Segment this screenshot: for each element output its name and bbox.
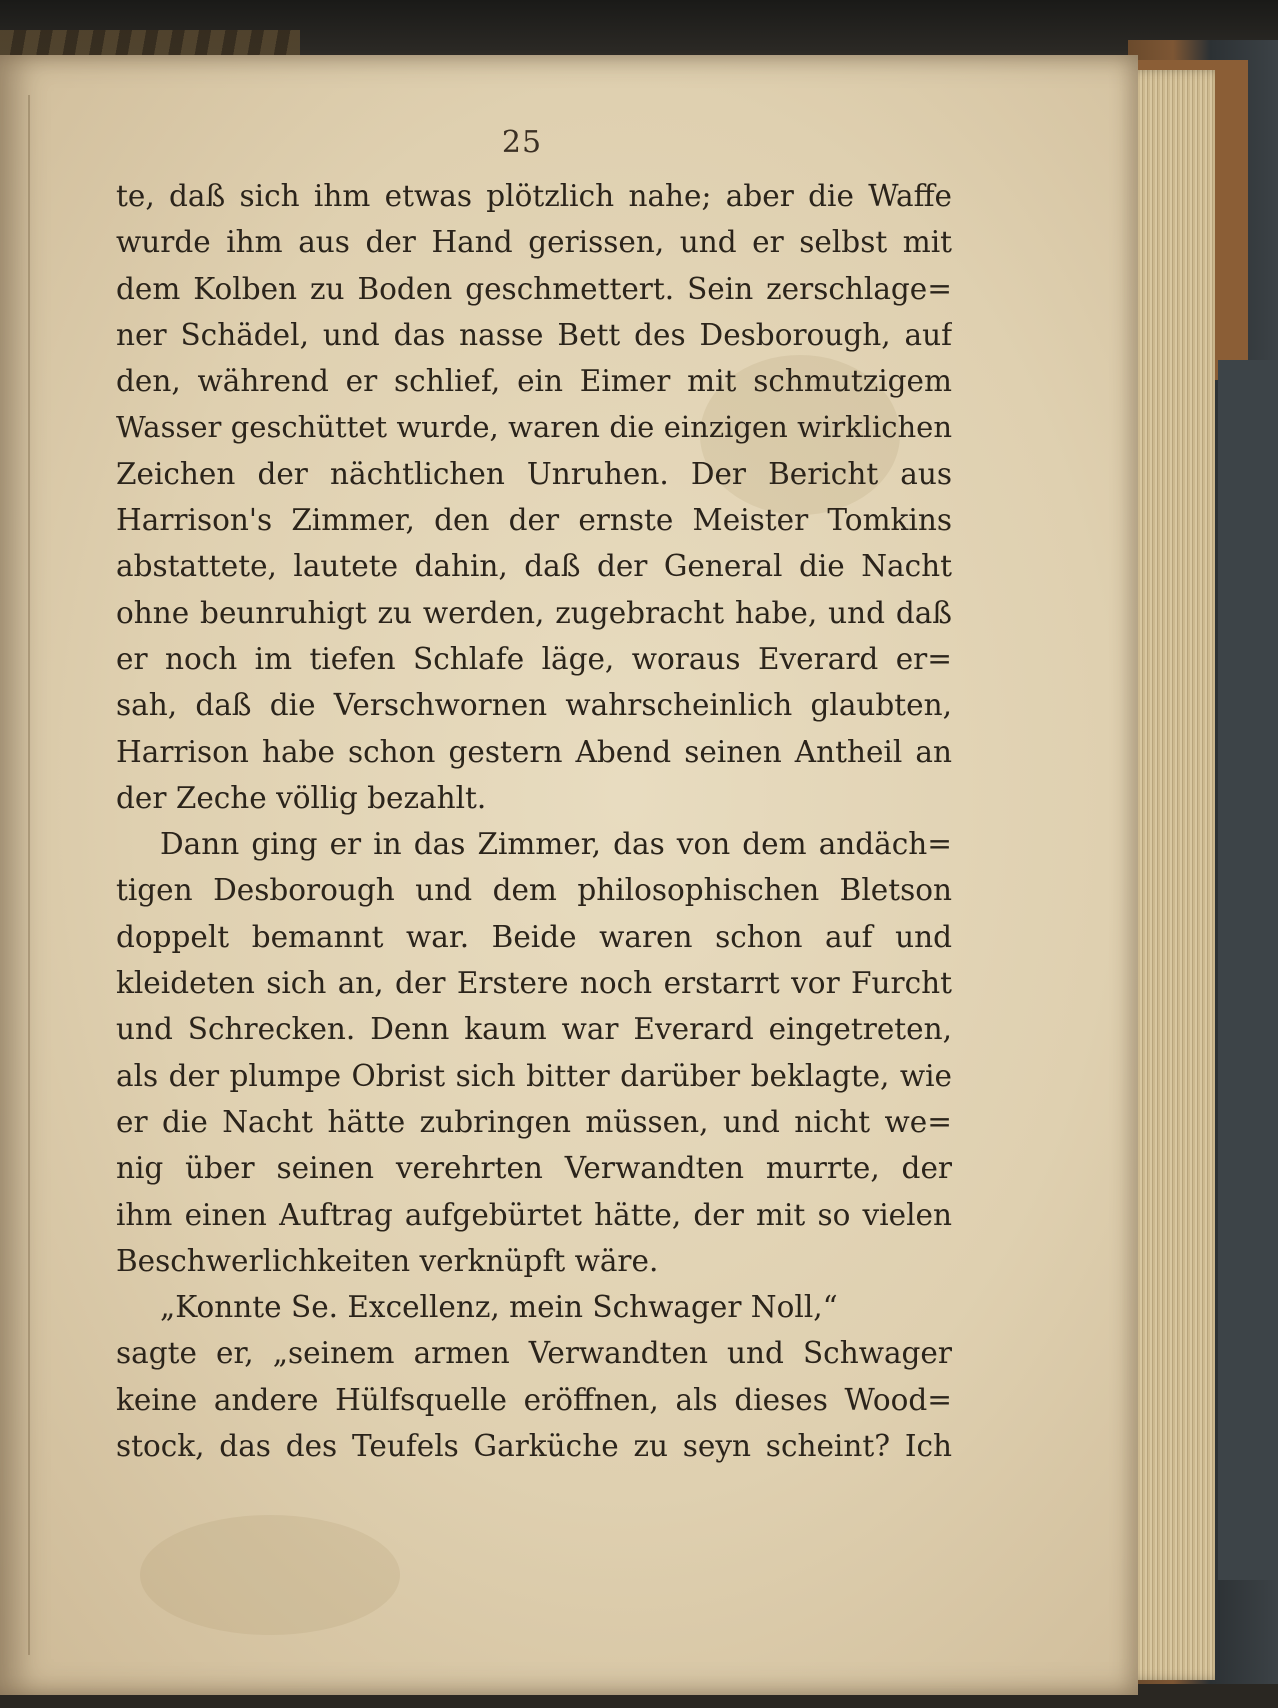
text-line: Beschwerlichkeiten verknüpft wäre.: [116, 1243, 659, 1278]
text-line: Dann ging er in das Zimmer, das von dem andäch=: [160, 827, 952, 862]
text-line: nig über seinen verehrten Verwandten murrte, der: [116, 1151, 952, 1186]
text-line: Harrison's Zimmer, den der ernste Meister Tomkins: [116, 503, 952, 538]
text-line: tigen Desborough und dem philosophischen Bletson: [116, 873, 952, 908]
text-line: wurde ihm aus der Hand gerissen, und er selbst mit: [116, 225, 952, 260]
text-line: dem Kolben zu Boden geschmettert. Sein zerschlage=: [116, 271, 952, 306]
page-number: 25: [501, 125, 543, 160]
text-line: und Schrecken. Denn kaum war Everard eingetreten,: [116, 1012, 952, 1047]
body-text: [116, 173, 952, 1469]
text-line: ner Schädel, und das nasse Bett des Desborough, auf: [116, 317, 952, 352]
book-page: [0, 55, 1138, 1695]
text-line: er noch im tiefen Schlafe läge, woraus Everard er=: [116, 641, 952, 676]
text-line: den, während er schlief, ein Eimer mit schmutzigem: [116, 364, 952, 399]
text-line: als der plumpe Obrist sich bitter darüber beklagte, wie: [116, 1058, 952, 1093]
text-line: der Zeche völlig bezahlt.: [116, 780, 487, 815]
text-line: Zeichen der nächtlichen Unruhen. Der Bericht aus: [116, 456, 952, 491]
text-line: „Konnte Se. Excellenz, mein Schwager Noll,“: [160, 1290, 838, 1325]
text-line: sagte er, „seinem armen Verwandten und Schwager: [116, 1336, 952, 1371]
text-line: doppelt bemannt war. Beide waren schon auf und: [116, 919, 952, 954]
text-line: kleideten sich an, der Erstere noch erstarrt vor Furcht: [116, 966, 952, 1001]
text-line: ihm einen Auftrag aufgebürtet hätte, der mit so vielen: [116, 1197, 952, 1232]
text-line: Wasser geschüttet wurde, waren die einzigen wirklichen: [116, 410, 952, 445]
gutter-shadow: [28, 95, 30, 1655]
paper-stain: [140, 1515, 400, 1635]
text-line: te, daß sich ihm etwas plötzlich nahe; aber die Waffe: [116, 179, 952, 213]
cover-board: [1218, 360, 1278, 1580]
text-line: keine andere Hülfsquelle eröffnen, als dieses Wood=: [116, 1382, 952, 1417]
text-line: Harrison habe schon gestern Abend seinen Antheil an: [116, 734, 952, 769]
text-line: sah, daß die Verschwornen wahrscheinlich glaubten,: [116, 688, 952, 723]
text-line: stock, das des Teufels Garküche zu seyn scheint? Ich: [116, 1429, 952, 1464]
text-line: ohne beunruhigt zu werden, zugebracht habe, und daß: [116, 595, 952, 630]
text-line: er die Nacht hätte zubringen müssen, und nicht we=: [116, 1104, 952, 1139]
text-line: abstattete, lautete dahin, daß der General die Nacht: [116, 549, 952, 584]
